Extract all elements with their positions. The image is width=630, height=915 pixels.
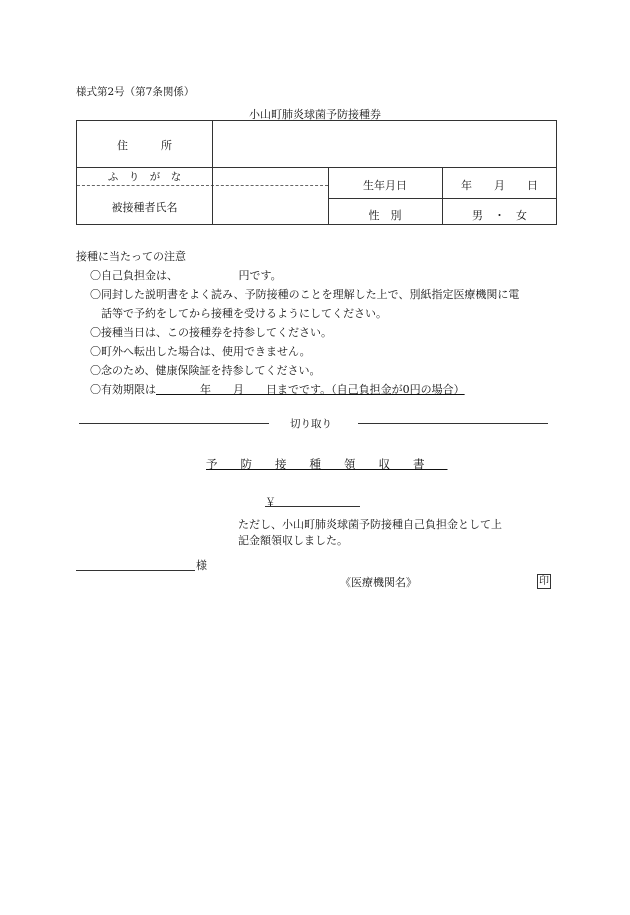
sama-label: 様 [196,559,207,572]
validity-date: 年 月 日までです。（自己負担金が0円の場合） [156,383,465,396]
cut-line-left [79,423,269,424]
birth-value: 年 月 日 [461,179,538,192]
note-item: 〇自己負担金は、 円です。 [90,269,282,282]
furigana-divider [77,185,328,186]
cut-line-right [358,423,548,424]
cut-label: 切り取り [290,418,332,430]
col-divider-1 [212,121,213,225]
name-label: 被接種者氏名 [111,201,178,214]
form-number: 様式第2号（第7条関係） [76,86,195,98]
receipt-title: 予防接種領収書 [206,457,448,471]
note-item: 〇町外へ転出した場合は、使用できません。 [90,345,311,358]
note-item: 話等で予約をしてから接種を受けるようにしてください。 [101,307,387,320]
address-label: 住 所 [117,139,172,152]
sex-value: 男 ・ 女 [472,209,527,222]
receipt-line-2: 記金額領収しました。 [238,534,348,547]
validity-note [90,381,465,397]
page-title: 小山町肺炎球菌予防接種券 [249,108,381,121]
yen-symbol: ￥ [265,496,276,509]
receipt-text [238,517,502,549]
sex-label: 性 別 [368,209,402,222]
note-item: 〇念のため、健康保険証を持参してください。 [90,364,321,377]
seal-mark: 印 [539,576,549,587]
note-item: 〇接種当日は、この接種券を持参してください。 [90,326,332,339]
recipient-line [76,570,195,571]
furigana-label: ふ り が な [107,171,182,183]
receipt-line-1: ただし、小山町肺炎球菌予防接種自己負担金として上 [238,518,502,531]
notes-heading: 接種に当たっての注意 [76,250,186,263]
note-item: 〇同封した説明書をよく読み、予防接種のことを理解した上で、別紙指定医療機関に電 [90,288,520,301]
table-divider [77,167,328,168]
birth-label: 生年月日 [363,179,407,192]
registration-table [76,120,557,225]
institution-label: 《医療機関名》 [340,576,417,589]
validity-prefix: 〇有効期限は [90,383,156,396]
amount-line [265,506,360,507]
